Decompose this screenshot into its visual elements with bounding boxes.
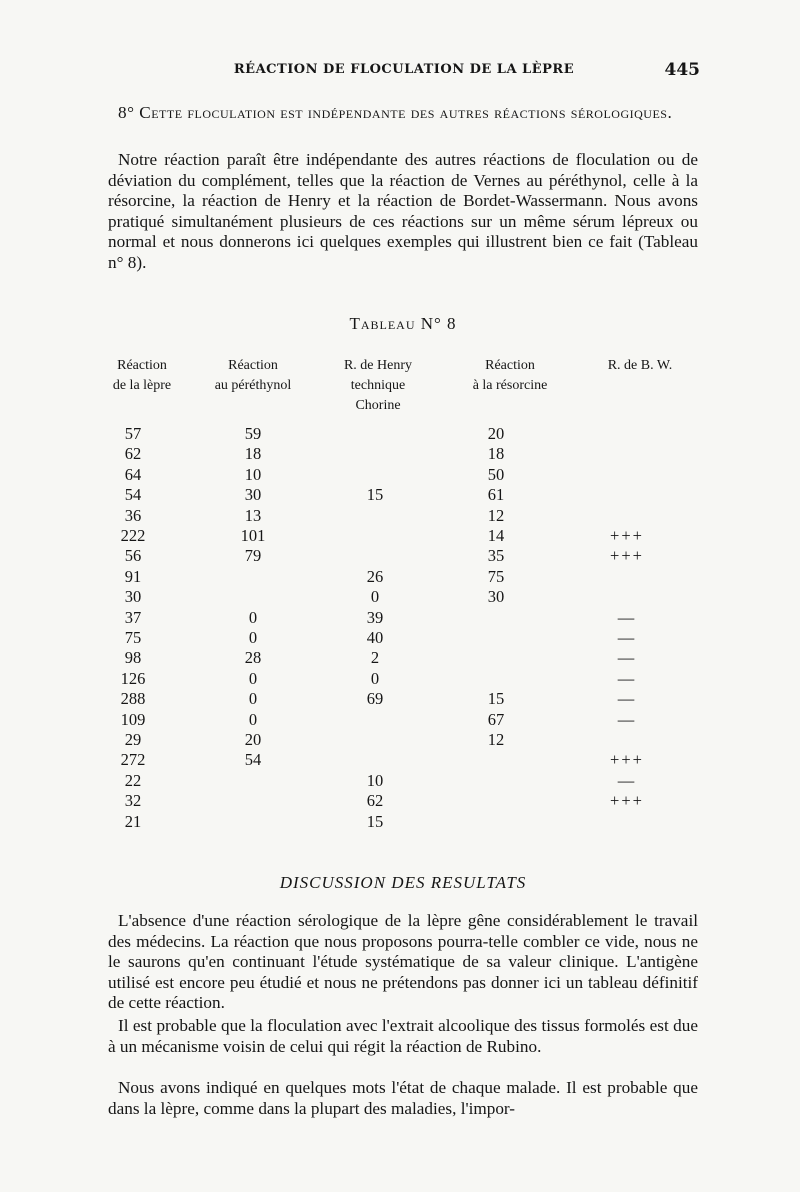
cell-resorcine: 61 [487,485,505,505]
cell-lepre: 288 [120,689,146,709]
table-row [0,444,800,464]
cell-resorcine: 75 [487,566,505,586]
table-row [0,771,800,791]
table-row [0,485,800,505]
cell-lepre: 57 [124,424,142,443]
cell-bw: — [617,648,637,668]
cell-bw: +++ [610,750,644,770]
cell-lepre: 36 [124,505,142,525]
cell-resorcine: 15 [487,689,505,709]
table-row [0,669,800,689]
cell-resorcine: 67 [487,709,505,729]
cell-lepre: 222 [120,526,146,545]
cell-lepre: 30 [124,587,142,607]
cell-perethynol: 10 [244,464,262,484]
section-8-paragraph: Notre réaction paraît être indépendante des autres réactions de floculation ou de déviation du complément, telles que la réaction de Vernes au péréthynol, celle à la résorcine, la réaction de Henry et la réaction de Bordet-Wassermann. Nous avons pratiqué simultanément plusieurs de ces réactions sur un même sérum lépreux ou normal et nous donnerons ici quelques exemples qui illustrent bien ce fait (Tableau n° 8). [108,150,698,272]
cell-resorcine: 18 [487,444,505,464]
table-row [0,750,800,770]
cell-bw: — [617,770,637,790]
cell-lepre: 75 [124,628,142,647]
header-line: R. de Henry [343,358,413,373]
discussion-paragraph-3: Nous avons indiqué en quelques mots l'état de chaque malade. Il est probable que dans la lèpre, comme dans la plupart des maladies, l'impor- [108,1078,698,1118]
cell-perethynol: 30 [244,485,262,505]
table-header-lepre [92,356,192,396]
cell-perethynol: 18 [244,444,262,464]
table-row [0,628,800,648]
cell-lepre: 22 [124,770,142,790]
table-row [0,546,800,566]
cell-bw: — [617,607,637,627]
table-row [0,791,800,811]
cell-bw: — [617,689,637,709]
cell-henry: 39 [366,607,384,627]
table-row [0,608,800,628]
table-row [0,710,800,730]
header-line: Réaction [485,358,535,373]
cell-henry: 0 [370,668,380,688]
running-title: RÉACTION DE FLOCULATION DE LA LÈPRE [233,62,575,77]
running-head [108,62,700,86]
cell-perethynol: 101 [240,526,266,545]
cell-perethynol: 20 [244,730,262,749]
cell-bw: +++ [610,546,644,566]
cell-henry: 26 [366,566,384,586]
cell-resorcine: 35 [487,546,505,566]
cell-resorcine: 12 [487,505,505,525]
cell-henry: 15 [366,485,384,505]
table-row [0,689,800,709]
table-row [0,424,800,444]
cell-resorcine: 50 [487,464,505,484]
cell-lepre: 126 [120,668,146,688]
cell-perethynol: 0 [248,668,258,688]
table-row [0,812,800,832]
cell-bw: +++ [610,526,644,545]
cell-perethynol: 54 [244,750,262,770]
header-line: Réaction [228,358,278,373]
table-header-henry [318,356,438,416]
table-row [0,648,800,668]
cell-lepre: 272 [120,750,146,770]
cell-henry: 0 [370,587,380,607]
table-row [0,506,800,526]
cell-henry: 62 [366,791,384,811]
discussion-paragraph-2: Il est probable que la floculation avec l'extrait alcoolique des tissus formolés est due à un mécanisme voisin de celui qui régit la réaction de Rubino. [108,1016,698,1056]
table-title: Tableau N° 8 [349,314,457,333]
cell-perethynol: 13 [244,505,262,525]
cell-lepre: 109 [120,709,146,729]
cell-resorcine: 30 [487,587,505,607]
cell-henry: 40 [366,628,384,647]
cell-lepre: 91 [124,566,142,586]
header-line: Chorine [355,398,401,413]
cell-perethynol: 59 [244,424,262,443]
cell-perethynol: 0 [248,607,258,627]
cell-lepre: 21 [124,811,142,831]
header-line: à la résorcine [472,378,548,393]
cell-perethynol: 79 [244,546,262,566]
cell-lepre: 98 [124,648,142,668]
header-line: technique [350,378,406,393]
page-number: 445 [664,60,700,80]
cell-lepre: 54 [124,485,142,505]
table-row [0,526,800,546]
cell-perethynol: 28 [244,648,262,668]
cell-bw: — [617,628,637,647]
discussion-title: DISCUSSION DES RESULTATS [279,873,527,892]
header-line: de la lèpre [112,378,172,393]
cell-bw: — [617,668,637,688]
cell-lepre: 32 [124,791,142,811]
header-line: Réaction [117,358,167,373]
table-row [0,730,800,750]
cell-bw: +++ [610,791,644,811]
cell-perethynol: 0 [248,689,258,709]
cell-bw: — [617,709,637,729]
cell-lepre: 62 [124,444,142,464]
discussion-paragraph-1: L'absence d'une réaction sérologique de la lèpre gêne considérablement le travail des médecins. La réaction que nous proposons pourra-telle combler ce vide, nous ne le saurons qu'en continuant l'étude systématique de sa valeur clinique. L'antigène utilisé est encore peu étudié et nous ne prétendons pas donner ici un tableau définitif de cette réaction. [108,911,698,1013]
header-line: R. de B. W. [607,358,673,373]
table-header-bw [585,356,695,376]
cell-perethynol: 0 [248,709,258,729]
cell-lepre: 29 [124,730,142,749]
table-row [0,567,800,587]
cell-henry: 10 [366,770,384,790]
cell-resorcine: 14 [487,526,505,545]
cell-henry: 2 [370,648,380,668]
cell-lepre: 37 [124,607,142,627]
section-8-heading: 8° Cette floculation est indépendante des autres réactions sérologiques. [118,103,673,122]
table-header-resorcine [450,356,570,396]
cell-resorcine: 20 [487,424,505,443]
table-row [0,465,800,485]
cell-henry: 69 [366,689,384,709]
cell-resorcine: 12 [487,730,505,749]
cell-henry: 15 [366,811,384,831]
table-row [0,587,800,607]
cell-lepre: 64 [124,464,142,484]
table-header-perethynol [193,356,313,396]
header-line: au péréthynol [214,378,292,393]
cell-perethynol: 0 [248,628,258,647]
cell-lepre: 56 [124,546,142,566]
